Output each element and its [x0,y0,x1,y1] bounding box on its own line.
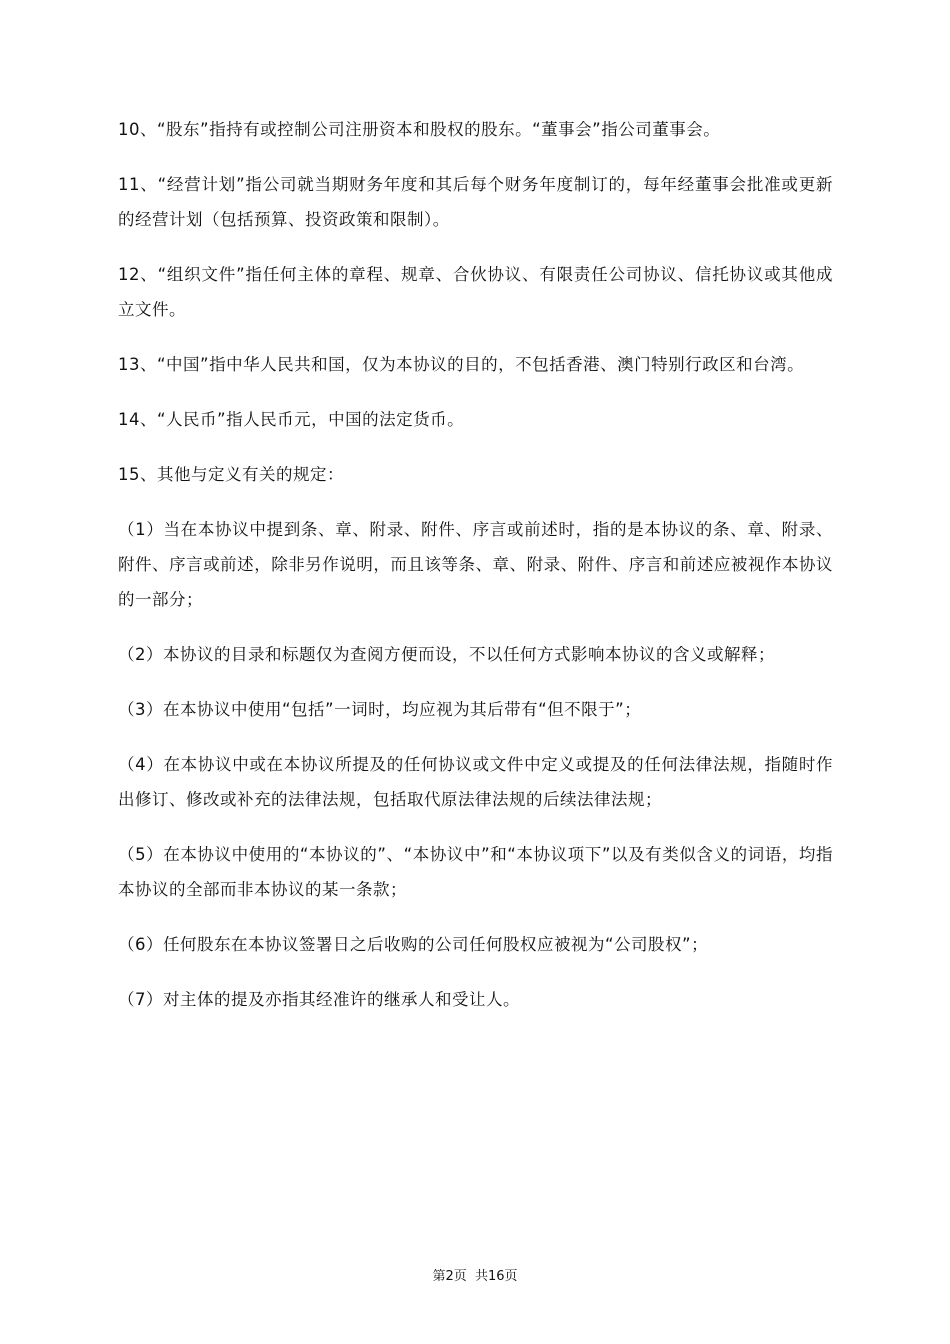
subclause-5: （5）在本协议中使用的“本协议的”、“本协议中”和“本协议项下”以及有类似含义的词语，均指本协议的全部而非本协议的某一条款； [118,845,833,899]
clause-10: 10、“股东”指持有或控制公司注册资本和股权的股东。“董事会”指公司董事会。 [118,120,721,139]
clause-11: 11、“经营计划”指公司就当期财务年度和其后每个财务年度制订的，每年经董事会批准或更新的经营计划（包括预算、投资政策和限制）。 [118,175,833,229]
clause-13: 13、“中国”指中华人民共和国，仅为本协议的目的，不包括香港、澳门特别行政区和台湾。 [118,355,805,374]
clause-14: 14、“人民币”指人民币元，中国的法定货币。 [118,410,465,429]
subclause-2: （2）本协议的目录和标题仅为查阅方便而设，不以任何方式影响本协议的含义或解释； [118,645,775,664]
subclause-7: （7）对主体的提及亦指其经准许的继承人和受让人。 [118,990,520,1009]
subclause-3: （3）在本协议中使用“包括”一词时，均应视为其后带有“但不限于”； [118,700,642,719]
clause-15: 15、其他与定义有关的规定： [118,465,344,484]
page-number: 第2页 [432,1269,467,1284]
subclause-4: （4）在本协议中或在本协议所提及的任何协议或文件中定义或提及的任何法律法规，指随时作出修订、修改或补充的法律法规，包括取代原法律法规的后续法律法规； [118,755,833,809]
document-body [118,112,833,1037]
clause-12: 12、“组织文件”指任何主体的章程、规章、合伙协议、有限责任公司协议、信托协议或其他成立文件。 [118,265,833,319]
subclause-6: （6）任何股东在本协议签署日之后收购的公司任何股权应被视为“公司股权”； [118,935,709,954]
page-total: 共16页 [475,1269,518,1284]
page-footer [0,1265,950,1284]
subclause-1: （1）当在本协议中提到条、章、附录、附件、序言或前述时，指的是本协议的条、章、附录、附件、序言或前述，除非另作说明，而且该等条、章、附录、附件、序言和前述应被视作本协议的一部分； [118,520,833,609]
